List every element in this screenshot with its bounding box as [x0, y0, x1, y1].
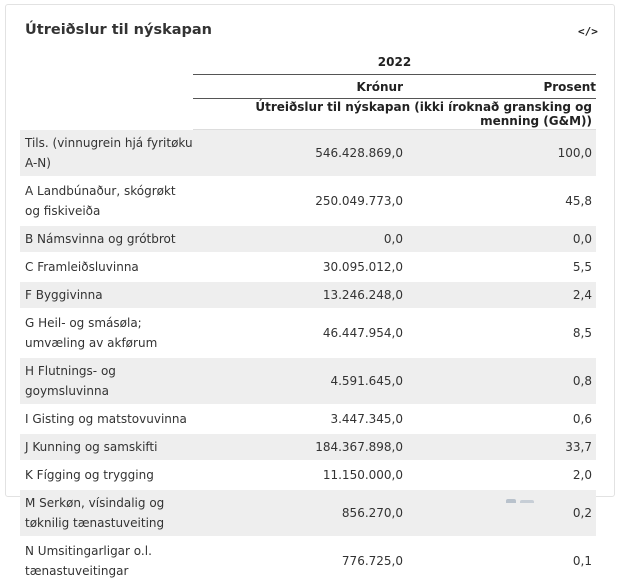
cell-kronur: 0,0 — [193, 225, 403, 253]
header-measure: Útreiðslur til nýskapan (ikki íroknað gransking og menning (G&M)) — [193, 99, 596, 130]
cell-prosent: 5,5 — [403, 253, 596, 281]
table-row — [20, 405, 596, 433]
header-blank — [20, 75, 193, 99]
row-label: K Fígging og trygging — [20, 461, 193, 489]
cell-kronur: 856.270,0 — [193, 489, 403, 537]
cell-prosent: 0,2 — [403, 489, 596, 537]
cell-kronur: 30.095.012,0 — [193, 253, 403, 281]
table-row — [20, 433, 596, 461]
table-row — [20, 253, 596, 281]
cell-kronur: 4.591.645,0 — [193, 357, 403, 405]
cell-kronur: 11.150.000,0 — [193, 461, 403, 489]
row-label: G Heil- og smásøla; umvæling av akførum — [20, 309, 193, 357]
table-row — [20, 130, 596, 177]
cell-kronur: 3.447.345,0 — [193, 405, 403, 433]
cell-kronur: 13.246.248,0 — [193, 281, 403, 309]
embed-code-icon[interactable]: </> — [578, 25, 598, 38]
table-row — [20, 461, 596, 489]
row-label: N Umsitingarligar o.l. tænastuveitingar — [20, 537, 193, 585]
cell-prosent: 100,0 — [403, 130, 596, 177]
row-label: Tils. (vinnugrein hjá fyritøku A-N) — [20, 130, 193, 177]
cell-kronur: 184.367.898,0 — [193, 433, 403, 461]
cell-prosent: 45,8 — [403, 177, 596, 225]
header-prosent: Prosent — [403, 75, 596, 99]
cell-prosent: 33,7 — [403, 433, 596, 461]
cell-kronur: 776.725,0 — [193, 537, 403, 585]
table-row — [20, 225, 596, 253]
cell-prosent: 0,0 — [403, 225, 596, 253]
table-row — [20, 281, 596, 309]
row-label: A Landbúnaður, skógrøkt og fiskiveiða — [20, 177, 193, 225]
header-kronur: Krónur — [193, 75, 403, 99]
row-label: F Byggivinna — [20, 281, 193, 309]
cell-prosent: 0,8 — [403, 357, 596, 405]
row-label: C Framleiðsluvinna — [20, 253, 193, 281]
row-label: I Gisting og matstovuvinna — [20, 405, 193, 433]
table-row — [20, 177, 596, 225]
header-row-year — [20, 50, 596, 75]
row-label: M Serkøn, vísindalig og tøknilig tænastuveiting — [20, 489, 193, 537]
cell-prosent: 0,1 — [403, 537, 596, 585]
cell-kronur: 546.428.869,0 — [193, 130, 403, 177]
cell-kronur: 250.049.773,0 — [193, 177, 403, 225]
table-row — [20, 309, 596, 357]
header-row-measure — [20, 99, 596, 130]
card-title: Útreiðslur til nýskapan — [25, 22, 212, 38]
scrollbar-thumb[interactable] — [506, 499, 516, 503]
cell-prosent: 0,6 — [403, 405, 596, 433]
cell-prosent: 2,0 — [403, 461, 596, 489]
cell-kronur: 46.447.954,0 — [193, 309, 403, 357]
header-blank — [20, 99, 193, 130]
header-year: 2022 — [193, 50, 596, 75]
table-row — [20, 357, 596, 405]
cell-prosent: 8,5 — [403, 309, 596, 357]
row-label: B Námsvinna og grótbrot — [20, 225, 193, 253]
table-row — [20, 537, 596, 585]
cell-prosent: 2,4 — [403, 281, 596, 309]
data-table — [20, 50, 596, 586]
header-blank — [20, 50, 193, 75]
table-row — [20, 489, 596, 537]
header-row-units — [20, 75, 596, 99]
row-label: H Flutnings- og goymsluvinna — [20, 357, 193, 405]
row-label: J Kunning og samskifti — [20, 433, 193, 461]
